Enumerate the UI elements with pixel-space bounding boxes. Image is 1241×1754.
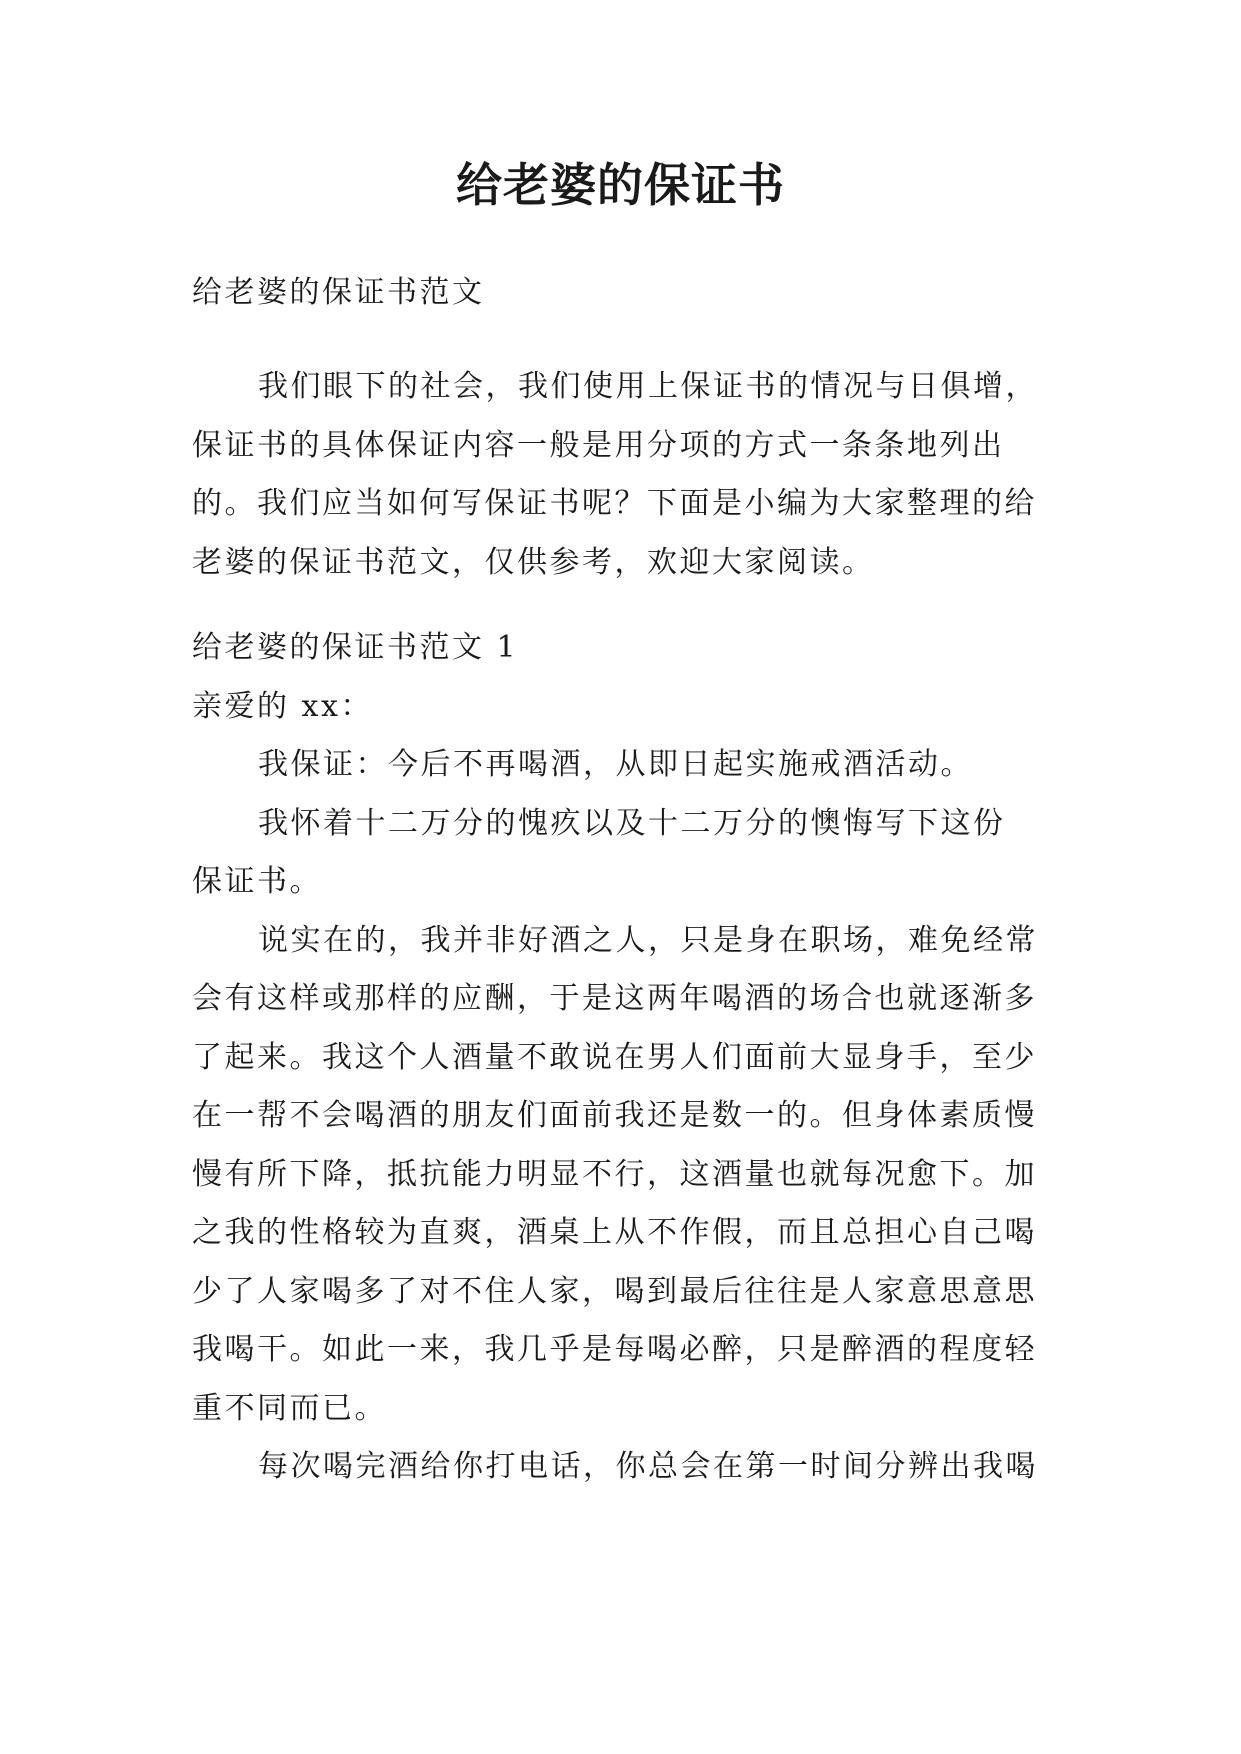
letter-body bbox=[192, 619, 1052, 1497]
paragraph-line: 之我的性格较为直爽，酒桌上从不作假，而且总担心自己喝 bbox=[192, 1215, 1037, 1250]
document-subtitle bbox=[192, 264, 1052, 323]
paragraph-line: 了起来。我这个人酒量不敢说在男人们面前大显身手，至少 bbox=[192, 1039, 1037, 1075]
paragraph-line: 保证书。 bbox=[192, 864, 322, 899]
paragraph-line: 重不同而已。 bbox=[192, 1390, 387, 1426]
paragraph-line: 说实在的，我并非好酒之人，只是身在职场，难免经常 bbox=[258, 922, 1038, 958]
salutation: 亲爱的 xx： bbox=[192, 688, 373, 724]
paragraph-line: 会有这样或那样的应酬，于是这两年喝酒的场合也就逐渐多 bbox=[192, 981, 1037, 1016]
document-title: 给老婆的保证书 bbox=[456, 158, 785, 212]
paragraph-line: 少了人家喝多了对不住人家，喝到最后往往是人家意思意思 bbox=[192, 1273, 1037, 1309]
intro-line: 我们眼下的社会，我们使用上保证书的情况与日俱增， bbox=[258, 369, 1038, 404]
paragraph-line: 我怀着十二万分的愧疚以及十二万分的懊悔写下这份 bbox=[258, 805, 1006, 841]
subtitle-text: 给老婆的保证书范文 bbox=[192, 275, 485, 310]
paragraph-line: 每次喝完酒给你打电话，你总会在第一时间分辨出我喝 bbox=[258, 1449, 1038, 1484]
intro-line: 保证书的具体保证内容一般是用分项的方式一条条地列出 bbox=[192, 427, 1005, 463]
paragraph-line: 慢有所下降，抵抗能力明显不行，这酒量也就每况愈下。加 bbox=[192, 1156, 1037, 1192]
intro-line: 老婆的保证书范文，仅供参考，欢迎大家阅读。 bbox=[192, 544, 875, 580]
paragraph-line: 在一帮不会喝酒的朋友们面前我还是数一的。但身体素质慢 bbox=[192, 1098, 1037, 1133]
pledge-line: 我保证：今后不再喝酒，从即日起实施戒酒活动。 bbox=[258, 747, 973, 782]
intro-paragraph bbox=[192, 358, 1052, 592]
paragraph-line: 我喝干。如此一来，我几乎是每喝必醉，只是醉酒的程度轻 bbox=[192, 1332, 1037, 1367]
section-heading: 给老婆的保证书范文 1 bbox=[192, 630, 519, 665]
intro-line: 的。我们应当如何写保证书呢？下面是小编为大家整理的给 bbox=[192, 486, 1037, 521]
